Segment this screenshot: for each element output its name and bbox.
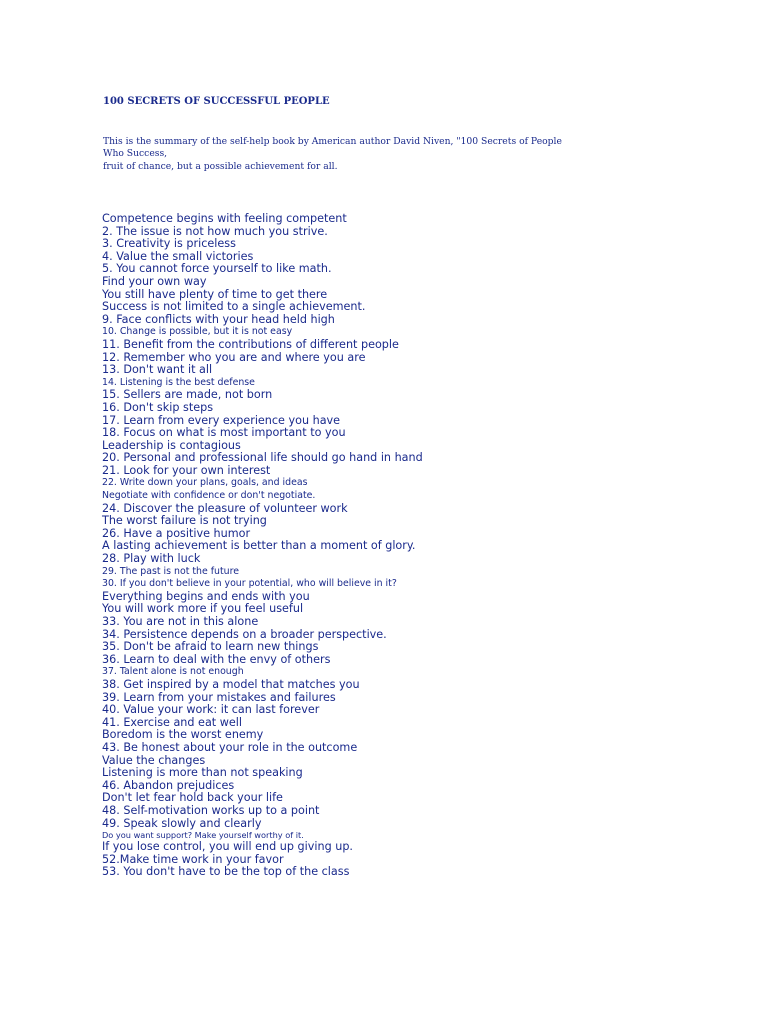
secret-item: Find your own way (102, 274, 207, 288)
secret-item: If you lose control, you will end up giving up. (102, 840, 353, 854)
secret-item: 28. Play with luck (102, 552, 201, 566)
secret-item: Don't let fear hold back your life (102, 791, 283, 805)
secret-item: 53. You don't have to be the top of the class (102, 865, 350, 879)
secret-item: 38. Get inspired by a model that matches you (102, 677, 360, 691)
secret-item: 26. Have a positive humor (102, 526, 251, 540)
secret-item: 22. Write down your plans, goals, and ideas (102, 477, 308, 489)
secret-item: Do you want support? Make yourself worthy of it. (102, 830, 304, 841)
secret-item: 48. Self-motivation works up to a point (102, 803, 320, 817)
secret-item: 41. Exercise and eat well (102, 715, 242, 729)
secret-item: 30. If you don't believe in your potential, who will believe in it? (102, 578, 397, 590)
secret-item: 34. Persistence depends on a broader perspective. (102, 627, 387, 641)
secret-item: 33. You are not in this alone (102, 615, 259, 628)
secret-item: 14. Listening is the best defense (102, 376, 255, 388)
intro-line: fruit of chance, but a possible achievement for all. (103, 160, 338, 172)
secret-item: 40. Value your work: it can last forever (102, 703, 320, 717)
secret-item: 37. Talent alone is not enough (102, 666, 244, 678)
secret-item: 10. Change is possible, but it is not easy (102, 326, 293, 338)
secret-item: 16. Don't skip steps (102, 400, 214, 414)
secret-item: Everything begins and ends with you (102, 589, 310, 603)
secret-item: 52.Make time work in your favor (102, 852, 284, 866)
secret-item: 43. Be honest about your role in the outcome (102, 740, 358, 754)
secret-item: 36. Learn to deal with the envy of others (102, 652, 331, 666)
document-title: 100 SECRETS OF SUCCESSFUL PEOPLE (103, 96, 330, 107)
secret-item: Leadership is contagious (102, 438, 241, 452)
secret-item: 4. Value the small victories (102, 249, 254, 263)
secret-item: 35. Don't be afraid to learn new things (102, 640, 319, 654)
secret-item: 24. Discover the pleasure of volunteer work (102, 501, 348, 515)
secret-item: 46. Abandon prejudices (102, 778, 235, 792)
secret-item: The worst failure is not trying (102, 514, 267, 528)
secret-item: 21. Look for your own interest (102, 463, 271, 477)
secret-item: 20. Personal and professional life should go hand in hand (102, 451, 423, 465)
secret-item: 39. Learn from your mistakes and failures (102, 690, 336, 704)
secret-item: You will work more if you feel useful (102, 602, 304, 616)
secret-item: 3. Creativity is priceless (102, 237, 236, 251)
secret-item: You still have plenty of time to get there (102, 287, 328, 301)
secret-item: Negotiate with confidence or don't negotiate. (102, 490, 316, 502)
secret-item: Boredom is the worst enemy (102, 728, 264, 742)
secret-item: 13. Don't want it all (102, 363, 213, 377)
secret-item: 11. Benefit from the contributions of different people (102, 337, 399, 351)
secret-item: Competence begins with feeling competent (102, 212, 347, 225)
secret-item: 12. Remember who you are and where you are (102, 350, 366, 364)
secret-item: 9. Face conflicts with your head held high (102, 312, 335, 326)
secret-item: Value the changes (102, 753, 206, 767)
secret-item: 17. Learn from every experience you have (102, 413, 341, 427)
secrets-list (102, 213, 423, 879)
secret-item: 2. The issue is not how much you strive. (102, 224, 328, 238)
secret-item: Listening is more than not speaking (102, 766, 303, 780)
secret-item: 5. You cannot force yourself to like math. (102, 262, 332, 276)
secret-item: A lasting achievement is better than a moment of glory. (102, 539, 416, 553)
secret-item: 15. Sellers are made, not born (102, 388, 273, 402)
secret-item: 29. The past is not the future (102, 565, 239, 577)
secret-item: 49. Speak slowly and clearly (102, 816, 262, 830)
secret-item: 18. Focus on what is most important to you (102, 426, 346, 440)
secret-item: Success is not limited to a single achievement. (102, 300, 366, 314)
intro-line: This is the summary of the self-help book by American author David Niven, "100 Secrets of People Who Success, (103, 136, 562, 160)
intro-paragraph (103, 136, 583, 173)
